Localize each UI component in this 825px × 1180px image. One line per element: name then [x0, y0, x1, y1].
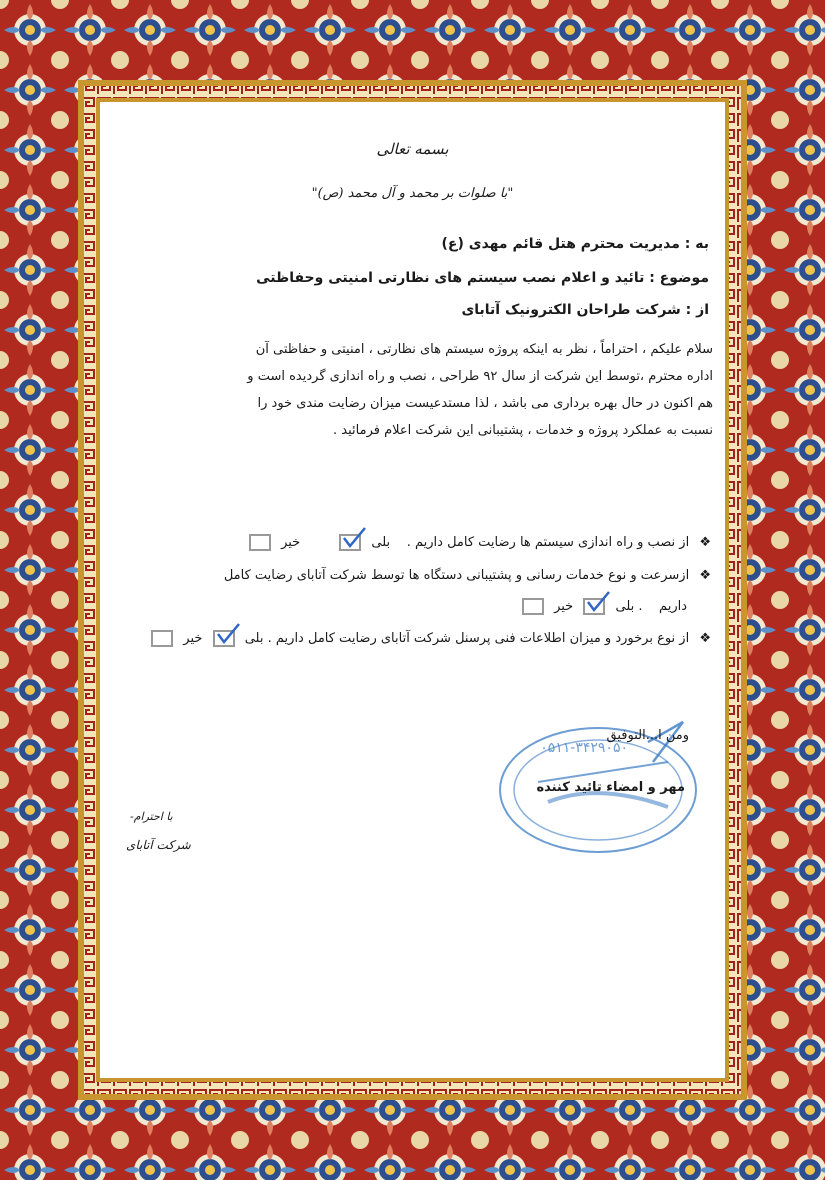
survey-item-3: [145, 630, 711, 647]
survey-item-2-cont: [516, 598, 687, 615]
no-label: خیر: [281, 535, 301, 550]
bullet-icon: ❖: [699, 535, 711, 550]
survey-item-text-cont: داریم: [659, 599, 687, 614]
signature-regards: با احترام-: [130, 810, 173, 823]
survey-item-1: [243, 534, 711, 551]
survey-item-text: ازسرعت و نوع خدمات رسانی و پشتیبانی دستگاه ها توسط شرکت آتابای رضایت کامل: [223, 568, 690, 583]
body-line: هم اکنون در حال بهره برداری می باشد ، لذا مستدعیست میزان رضایت مندی خود را: [257, 396, 713, 411]
survey-item-text: از نوع برخورد و میزان اطلاعات فنی پرسنل شرکت آتابای رضایت کامل داریم .: [267, 631, 690, 646]
yes-checkbox[interactable]: [213, 630, 235, 647]
survey-item-2: [115, 568, 711, 583]
no-label: خیر: [554, 599, 574, 614]
no-label: خیر: [183, 631, 203, 646]
body-line: نسبت به عملکرد پروژه و خدمات ، پشتیبانی این شرکت اعلام فرمائید .: [333, 423, 713, 438]
yes-checkbox[interactable]: [339, 534, 361, 551]
stamp-label: مهر و امضاء تائید کننده: [536, 780, 685, 795]
body-line: اداره محترم ،توسط این شرکت از سال ۹۲ طراحی ، نصب و راه اندازی گردیده است و: [247, 369, 713, 384]
closing-line: ومن ا...التوفیق: [606, 728, 689, 743]
salawat-line: "با صلوات بر محمد و آل محمد (ص)": [311, 186, 514, 201]
no-checkbox[interactable]: [249, 534, 271, 551]
bullet-icon: ❖: [699, 568, 711, 583]
yes-label: بلی: [244, 631, 264, 646]
subject-line: موضوع : تائید و اعلام نصب سیستم های نظارتی امنیتی وحفاظتی: [256, 270, 709, 286]
invocation-heading: بسمه تعالی: [376, 140, 449, 158]
checkmark-icon: [585, 590, 611, 614]
checkmark-icon: [341, 526, 367, 550]
survey-item-text: از نصب و راه اندازی سیستم ها رضایت کامل داریم .: [406, 535, 690, 550]
no-checkbox[interactable]: [151, 630, 173, 647]
yes-label: . بلی: [615, 599, 643, 614]
signature-company: شرکت آتابای: [126, 838, 191, 852]
yes-checkbox[interactable]: [583, 598, 605, 615]
letter-body: [111, 336, 713, 444]
body-line: سلام علیکم ، احتراماً ، نظر به اینکه پروژه سیستم های نظارتی ، امنیتی و حفاظتی آن: [255, 342, 713, 357]
letter-content: [100, 100, 725, 1080]
sender-line: از : شرکت طراحان الکترونیک آتابای: [461, 302, 709, 318]
checkmark-icon: [215, 622, 241, 646]
no-checkbox[interactable]: [522, 598, 544, 615]
yes-label: بلی: [371, 535, 391, 550]
recipient-line: به : مدیریت محترم هتل قائم مهدی (ع): [441, 236, 709, 252]
stamp-phone: ۰۵۱۱-۳۴۲۹۰۵۰: [540, 740, 628, 756]
bullet-icon: ❖: [699, 631, 711, 646]
